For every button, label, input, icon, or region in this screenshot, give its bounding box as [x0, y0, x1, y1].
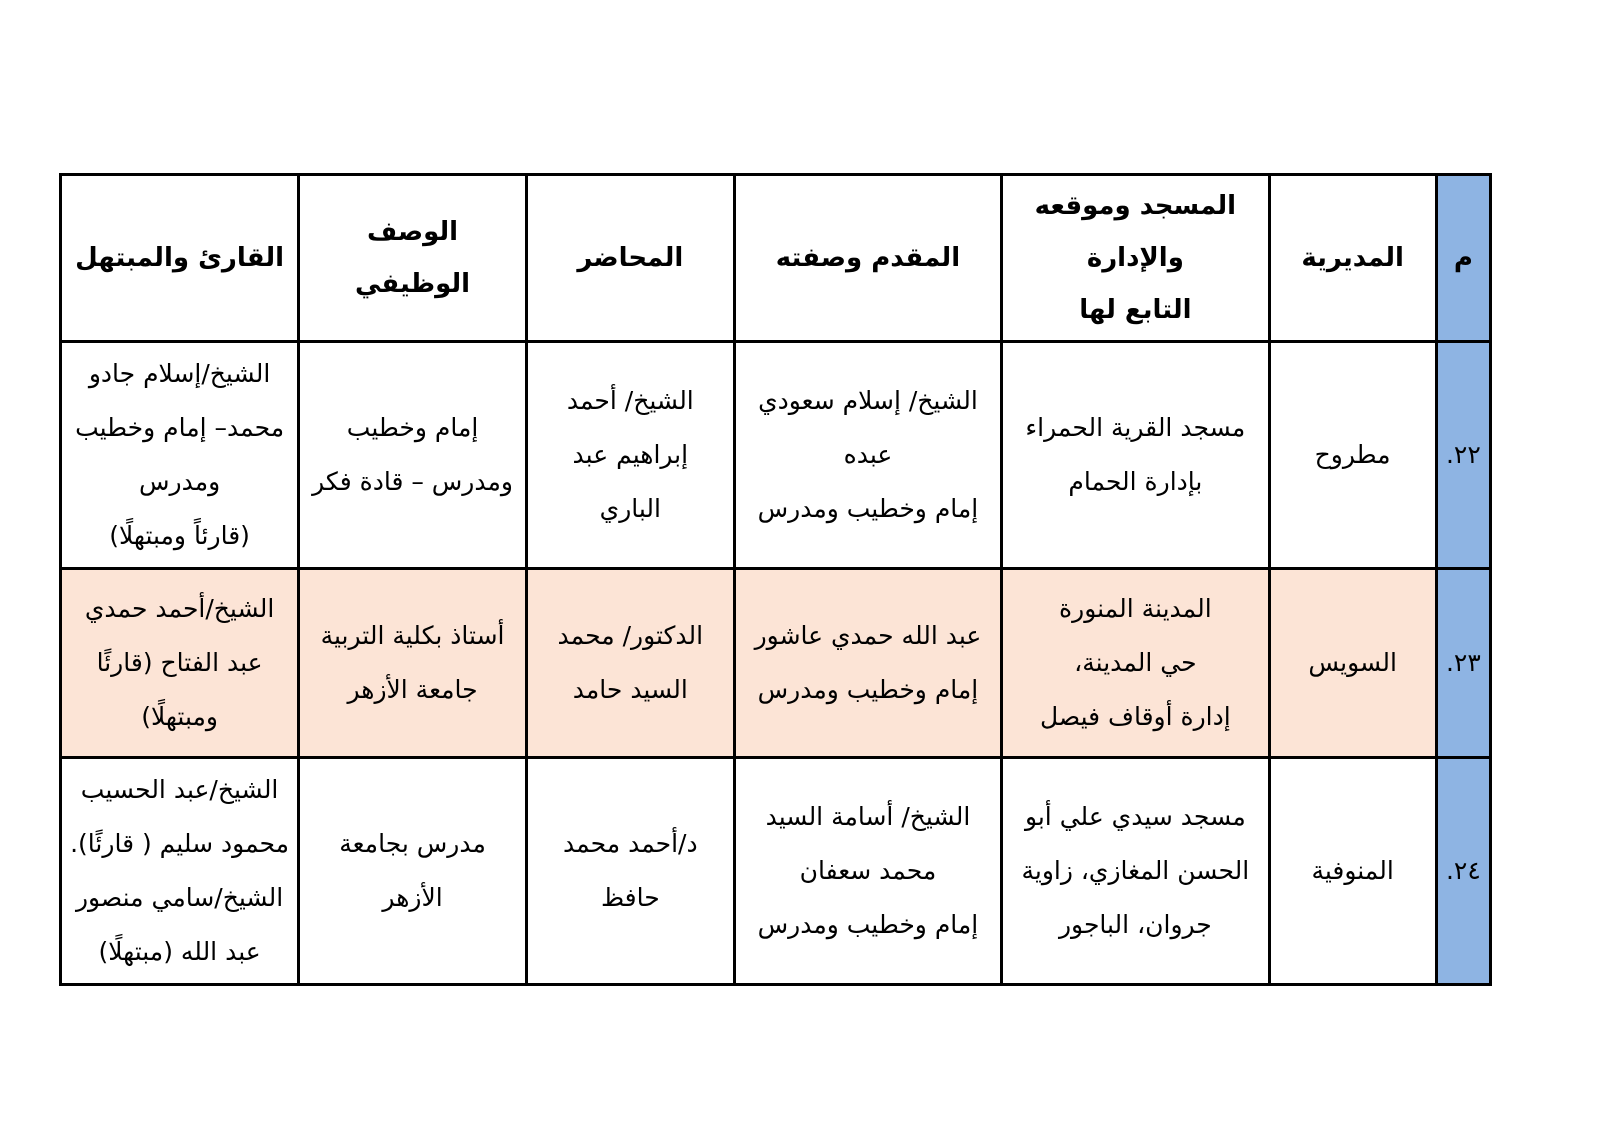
reader-text: الشيخ/أحمد حمدي عبد الفتاح (قارئًا ومبتهلًا)	[84, 594, 275, 731]
mosque-cell	[1002, 342, 1269, 569]
header-row	[61, 175, 1491, 342]
row-number-cell	[1436, 569, 1490, 758]
job-cell	[299, 758, 527, 985]
mosque-cell	[1002, 758, 1269, 985]
table-row	[61, 569, 1491, 758]
presenter-cell	[734, 758, 1001, 985]
header-mosque-label: المسجد وموقعه والإدارة التابع لها	[1034, 191, 1237, 325]
header-directorate	[1269, 175, 1436, 342]
job-text: أستاذ بكلية التربية جامعة الأزهر	[320, 621, 505, 704]
presenter-text: عبد الله حمدي عاشور إمام وخطيب ومدرس	[754, 621, 982, 704]
header-job	[299, 175, 527, 342]
directorate-cell	[1269, 342, 1436, 569]
header-job-label: الوصف الوظيفي	[354, 217, 471, 299]
row-number-cell	[1436, 758, 1490, 985]
presenter-cell	[734, 342, 1001, 569]
job-text: مدرس بجامعة الأزهر	[339, 829, 486, 912]
table-row	[61, 758, 1491, 985]
header-reader-label: القارئ والمبتهل	[75, 243, 285, 273]
header-presenter-label: المقدم وصفته	[775, 243, 961, 273]
lecturer-text: الدكتور/ محمد السيد حامد	[557, 621, 704, 704]
lecturer-cell	[526, 569, 734, 758]
job-cell	[299, 569, 527, 758]
directorate-name: السويس	[1308, 648, 1397, 677]
row-number: ٢٣.	[1445, 648, 1481, 677]
job-cell	[299, 342, 527, 569]
mosque-text: المدينة المنورة حي المدينة، إدارة أوقاف فيصل	[1040, 594, 1231, 731]
row-number: ٢٢.	[1445, 440, 1481, 469]
lecturer-text: الشيخ/ أحمد إبراهيم عبد الباري	[566, 386, 694, 523]
lecturer-cell	[526, 758, 734, 985]
header-number	[1436, 175, 1490, 342]
mosque-text: مسجد سيدي علي أبو الحسن المغازي، زاوية جروان، الباجور	[1021, 802, 1250, 939]
header-number-label: م	[1453, 243, 1473, 273]
directorate-cell	[1269, 569, 1436, 758]
presenter-text: الشيخ/ أسامة السيد محمد سعفان إمام وخطيب ومدرس	[757, 802, 979, 939]
header-lecturer	[526, 175, 734, 342]
header-mosque	[1002, 175, 1269, 342]
reader-cell	[61, 342, 299, 569]
header-lecturer-label: المحاضر	[577, 243, 684, 273]
reader-cell	[61, 569, 299, 758]
header-presenter	[734, 175, 1001, 342]
reader-cell	[61, 758, 299, 985]
table-row	[61, 342, 1491, 569]
header-reader	[61, 175, 299, 342]
job-text: إمام وخطيب ومدرس – قادة فكر	[312, 413, 513, 496]
row-number-cell	[1436, 342, 1490, 569]
directorate-cell	[1269, 758, 1436, 985]
mosque-cell	[1002, 569, 1269, 758]
directorate-name: المنوفية	[1311, 856, 1394, 885]
lecturer-text: د/أحمد محمد حافظ	[563, 829, 698, 912]
reader-text: الشيخ/إسلام جادو محمد– إمام وخطيب ومدرس (قارئاً ومبتهلًا)	[75, 359, 285, 550]
row-number: ٢٤.	[1445, 856, 1481, 885]
mosque-text: مسجد القرية الحمراء بإدارة الحمام	[1025, 413, 1246, 496]
reader-text: الشيخ/عبد الحسيب محمود سليم ( قارئًا). الشيخ/سامي منصور عبد الله (مبتهلًا)	[70, 775, 290, 966]
presenter-text: الشيخ/ إسلام سعودي عبده إمام وخطيب ومدرس	[757, 386, 979, 523]
directorate-name: مطروح	[1314, 440, 1391, 469]
presenter-cell	[734, 569, 1001, 758]
header-directorate-label: المديرية	[1301, 243, 1404, 273]
lecturer-cell	[526, 342, 734, 569]
schedule-table	[59, 173, 1492, 986]
